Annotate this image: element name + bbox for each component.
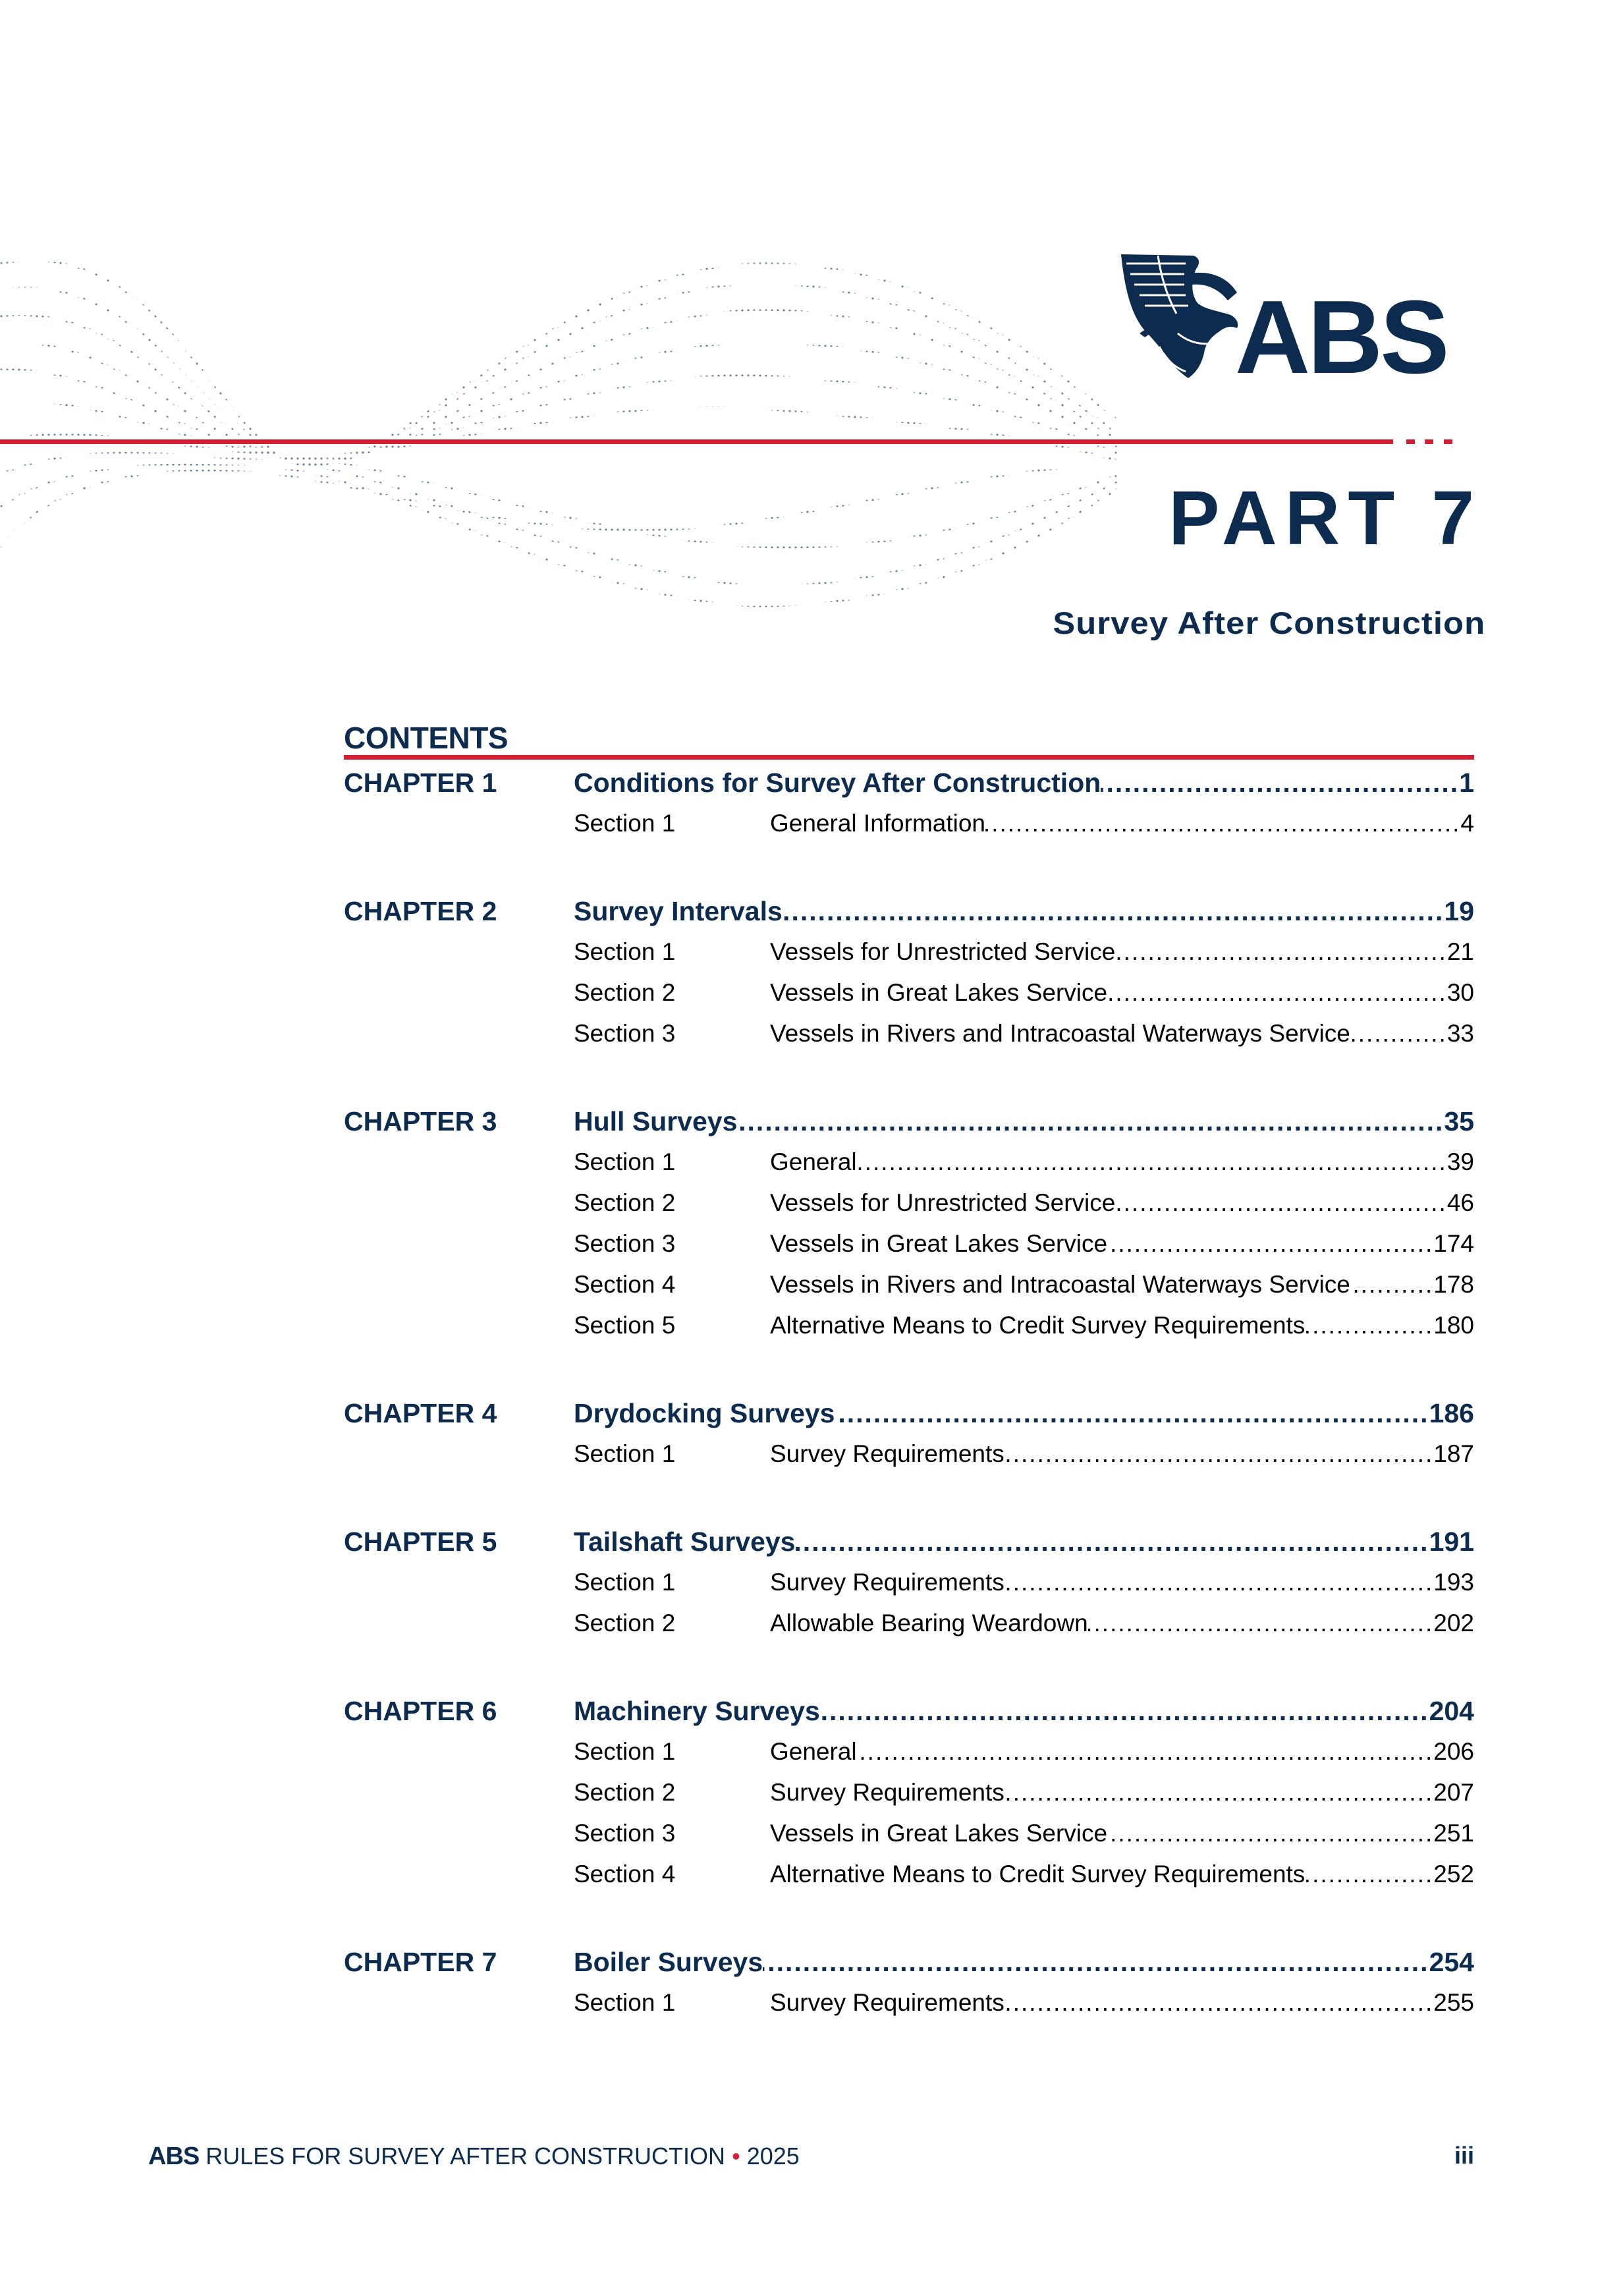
toc-section-row[interactable]	[344, 1223, 1474, 1264]
chapter-label: CHAPTER 4	[344, 1398, 497, 1428]
toc-chapter-row[interactable]	[344, 1942, 1474, 1982]
chapter-title[interactable]: Machinery Surveys	[574, 1696, 820, 1726]
header-red-dot	[1406, 439, 1415, 444]
section-page: 255	[1433, 1989, 1474, 2016]
dot-leader	[1115, 932, 1446, 972]
contents-heading: CONTENTS	[344, 721, 508, 755]
toc-section-row[interactable]	[344, 1305, 1474, 1346]
section-entry[interactable]	[770, 1013, 1474, 1054]
dot-leader	[783, 891, 1444, 932]
toc-section-row[interactable]	[344, 1854, 1474, 1895]
dot-leader	[1088, 1603, 1434, 1644]
section-label: Section 4	[574, 1861, 676, 1888]
chapter-entry[interactable]	[574, 1942, 1474, 1982]
section-page: 206	[1433, 1738, 1474, 1765]
toc-section-row[interactable]	[344, 1562, 1474, 1603]
section-page: 187	[1433, 1440, 1474, 1467]
section-entry[interactable]	[770, 1183, 1474, 1223]
toc-chapter-block	[344, 1691, 1474, 1895]
footer-title: RULES FOR SURVEY AFTER CONSTRUCTION	[206, 2142, 726, 2170]
section-label: Section 3	[574, 1820, 676, 1847]
chapter-title[interactable]: Tailshaft Surveys	[574, 1526, 796, 1557]
section-entry[interactable]	[770, 1603, 1474, 1644]
chapter-title[interactable]: Survey Intervals	[574, 896, 783, 926]
eagle-icon	[1120, 254, 1252, 379]
section-title[interactable]: Vessels in Great Lakes Service	[770, 1230, 1108, 1257]
section-title[interactable]: General Information	[770, 810, 986, 837]
section-page: 251	[1433, 1820, 1474, 1847]
dot-leader	[1101, 762, 1459, 803]
toc-section-row[interactable]	[344, 1142, 1474, 1183]
toc-chapter-block	[344, 1942, 1474, 2023]
toc-section-row[interactable]	[344, 1772, 1474, 1813]
chapter-label: CHAPTER 3	[344, 1106, 497, 1136]
section-label: Section 5	[574, 1312, 676, 1339]
section-title[interactable]: Survey Requirements	[770, 1989, 1004, 2016]
chapter-page: 35	[1444, 1106, 1474, 1136]
chapter-label: CHAPTER 5	[344, 1526, 497, 1557]
toc-chapter-row[interactable]	[344, 1101, 1474, 1142]
section-entry[interactable]	[770, 1142, 1474, 1183]
chapter-title[interactable]: Drydocking Surveys	[574, 1398, 835, 1428]
dot-leader	[835, 1393, 1429, 1434]
section-title[interactable]: Alternative Means to Credit Survey Requirements	[770, 1861, 1306, 1888]
dot-leader	[985, 803, 1460, 844]
dot-leader	[1107, 1813, 1433, 1854]
section-label: Section 1	[574, 810, 676, 837]
section-page: 180	[1433, 1312, 1474, 1339]
dot-leader	[857, 1731, 1434, 1772]
toc-section-row[interactable]	[344, 1731, 1474, 1772]
section-page: 33	[1446, 1020, 1474, 1047]
chapter-label: CHAPTER 2	[344, 896, 497, 926]
section-title[interactable]: Alternative Means to Credit Survey Requirements	[770, 1312, 1306, 1339]
dot-leader	[1115, 1183, 1446, 1223]
toc-chapter-row[interactable]	[344, 762, 1474, 803]
section-label: Section 1	[574, 1440, 676, 1467]
chapter-title[interactable]: Hull Surveys	[574, 1106, 738, 1136]
section-entry[interactable]	[770, 1434, 1474, 1474]
section-page: 21	[1446, 938, 1474, 965]
section-page: 39	[1446, 1148, 1474, 1175]
chapter-entry[interactable]	[574, 1691, 1474, 1731]
chapter-entry[interactable]	[574, 1393, 1474, 1434]
section-label: Section 1	[574, 1148, 676, 1175]
dot-leader	[796, 1521, 1429, 1562]
section-page: 202	[1433, 1610, 1474, 1637]
dot-leader	[763, 1942, 1429, 1982]
section-label: Section 1	[574, 1738, 676, 1765]
section-entry[interactable]	[770, 932, 1474, 972]
section-label: Section 1	[574, 1989, 676, 2016]
section-label: Section 2	[574, 1189, 676, 1216]
section-title[interactable]: Survey Requirements	[770, 1569, 1004, 1596]
chapter-page: 254	[1429, 1947, 1474, 1977]
chapter-title[interactable]: Conditions for Survey After Construction	[574, 768, 1101, 798]
chapter-entry[interactable]	[574, 1521, 1474, 1562]
dot-leader	[1004, 1982, 1434, 2023]
dot-leader	[857, 1142, 1447, 1183]
dot-leader	[1107, 972, 1447, 1013]
section-title[interactable]: General	[770, 1148, 857, 1175]
toc-section-row[interactable]	[344, 1813, 1474, 1854]
toc-chapter-block	[344, 1521, 1474, 1644]
section-label: Section 1	[574, 1569, 676, 1596]
section-page: 178	[1433, 1271, 1474, 1298]
toc-section-row[interactable]	[344, 1183, 1474, 1223]
part-title: PART 7	[1169, 475, 1482, 561]
section-page: 4	[1460, 810, 1474, 837]
toc-chapter-row[interactable]	[344, 1393, 1474, 1434]
toc-section-row[interactable]	[344, 1982, 1474, 2023]
section-entry[interactable]	[770, 1264, 1474, 1305]
toc-section-row[interactable]	[344, 972, 1474, 1013]
chapter-page: 19	[1444, 896, 1474, 926]
section-title[interactable]: Vessels in Great Lakes Service	[770, 1820, 1108, 1847]
section-entry[interactable]	[770, 1223, 1474, 1264]
wave-decoration	[0, 244, 1120, 613]
section-label: Section 2	[574, 1610, 676, 1637]
section-title[interactable]: Survey Requirements	[770, 1440, 1004, 1467]
dot-leader	[1004, 1562, 1434, 1603]
chapter-label: CHAPTER 7	[344, 1947, 497, 1977]
dot-leader	[1305, 1854, 1433, 1895]
toc-chapter-block	[344, 1101, 1474, 1346]
header-red-rule	[0, 439, 1393, 444]
section-label: Section 2	[574, 979, 676, 1006]
part-subtitle: Survey After Construction	[1053, 605, 1485, 640]
chapter-entry[interactable]	[574, 891, 1474, 932]
toc-section-row[interactable]	[344, 1603, 1474, 1644]
section-page: 207	[1433, 1779, 1474, 1806]
header-red-dot	[1444, 439, 1452, 444]
dot-leader	[1004, 1434, 1434, 1474]
toc-chapter-block	[344, 762, 1474, 844]
page-number: iii	[1454, 2142, 1474, 2169]
abs-logo	[1120, 254, 1475, 395]
section-entry[interactable]	[770, 803, 1474, 844]
toc-chapter-block	[344, 1393, 1474, 1474]
chapter-page: 1	[1459, 768, 1474, 798]
abs-logo-text: ABS	[1235, 279, 1447, 395]
dot-leader	[1305, 1305, 1433, 1346]
section-page: 46	[1446, 1189, 1474, 1216]
chapter-entry[interactable]	[574, 762, 1474, 803]
chapter-title[interactable]: Boiler Surveys	[574, 1947, 763, 1977]
toc-chapter-row[interactable]	[344, 1521, 1474, 1562]
dot-leader	[737, 1101, 1444, 1142]
section-page: 252	[1433, 1861, 1474, 1888]
section-entry[interactable]	[770, 1982, 1474, 2023]
section-entry[interactable]	[770, 972, 1474, 1013]
section-page: 174	[1433, 1230, 1474, 1257]
footer-year: 2025	[746, 2142, 800, 2170]
section-label: Section 4	[574, 1271, 676, 1298]
section-title[interactable]: Survey Requirements	[770, 1779, 1004, 1806]
section-entry[interactable]	[770, 1772, 1474, 1813]
toc-section-row[interactable]	[344, 932, 1474, 972]
header-red-dot	[1425, 439, 1433, 444]
section-page: 30	[1446, 979, 1474, 1006]
section-label: Section 2	[574, 1779, 676, 1806]
section-entry[interactable]	[770, 1562, 1474, 1603]
table-of-contents	[344, 762, 1474, 2070]
dot-leader	[1107, 1223, 1433, 1264]
dot-leader	[1350, 1013, 1447, 1054]
section-label: Section 1	[574, 938, 676, 965]
toc-section-row[interactable]	[344, 1264, 1474, 1305]
section-title[interactable]: Vessels in Great Lakes Service	[770, 979, 1108, 1006]
footer-running-title	[148, 2144, 800, 2169]
section-page: 193	[1433, 1569, 1474, 1596]
section-label: Section 3	[574, 1020, 676, 1047]
section-title[interactable]: Vessels in Rivers and Intracoastal Waterways Service	[770, 1271, 1350, 1298]
toc-chapter-row[interactable]	[344, 1691, 1474, 1731]
footer-brand: ABS	[148, 2142, 200, 2170]
contents-red-rule	[344, 755, 1474, 760]
chapter-entry[interactable]	[574, 1101, 1474, 1142]
section-title[interactable]: Vessels for Unrestricted Service	[770, 938, 1116, 965]
dot-leader	[1350, 1264, 1433, 1305]
section-title[interactable]: Vessels for Unrestricted Service	[770, 1189, 1116, 1216]
footer-separator: •	[732, 2142, 740, 2170]
toc-chapter-block	[344, 891, 1474, 1054]
section-title[interactable]: General	[770, 1738, 857, 1765]
chapter-page: 204	[1429, 1696, 1474, 1726]
dot-leader	[1004, 1772, 1434, 1813]
section-entry[interactable]	[770, 1854, 1474, 1895]
toc-section-row[interactable]	[344, 803, 1474, 844]
chapter-label: CHAPTER 6	[344, 1696, 497, 1726]
section-entry[interactable]	[770, 1731, 1474, 1772]
chapter-page: 186	[1429, 1398, 1474, 1428]
section-entry[interactable]	[770, 1813, 1474, 1854]
toc-section-row[interactable]	[344, 1013, 1474, 1054]
section-entry[interactable]	[770, 1305, 1474, 1346]
dot-leader	[820, 1691, 1429, 1731]
section-title[interactable]: Allowable Bearing Weardown	[770, 1610, 1088, 1637]
toc-chapter-row[interactable]	[344, 891, 1474, 932]
chapter-label: CHAPTER 1	[344, 768, 497, 798]
section-label: Section 3	[574, 1230, 676, 1257]
chapter-page: 191	[1429, 1526, 1474, 1557]
toc-section-row[interactable]	[344, 1434, 1474, 1474]
section-title[interactable]: Vessels in Rivers and Intracoastal Waterways Service	[770, 1020, 1350, 1047]
